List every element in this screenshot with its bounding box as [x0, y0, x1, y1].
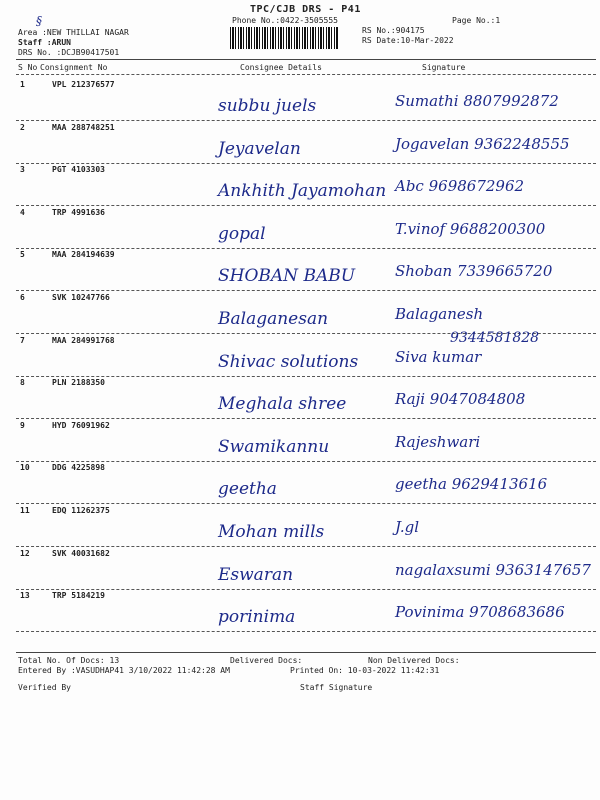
row-serial-number: 9 [20, 421, 25, 430]
row-divider [16, 461, 596, 462]
row-consignment-number: MAA 284991768 [52, 336, 115, 345]
barcode-icon [230, 27, 338, 49]
row-signature-phone: 9344581828 [450, 330, 540, 346]
row-divider [16, 589, 596, 590]
row-consignment-number: SVK 40031682 [52, 549, 110, 558]
row-divider [16, 631, 596, 632]
column-header-consignment: Consignment No [40, 63, 108, 72]
row-signature: Raji 9047084808 [395, 390, 526, 408]
row-serial-number: 12 [20, 549, 30, 558]
row-consignment-number: SVK 10247766 [52, 293, 110, 302]
row-signature: Balaganesh [395, 305, 484, 323]
row-serial-number: 3 [20, 165, 25, 174]
row-divider [16, 376, 596, 377]
row-consignment-number: VPL 212376577 [52, 80, 115, 89]
page-number: Page No.:1 [452, 16, 501, 25]
column-header-sno: S No [18, 63, 38, 72]
row-consignee-name: gopal [218, 224, 266, 244]
row-serial-number: 5 [20, 250, 25, 259]
row-consignment-number: PLN 2188350 [52, 378, 105, 387]
handwritten-mark: § [36, 14, 42, 28]
row-signature: Jogavelan 9362248555 [395, 135, 570, 153]
row-consignee-name: Meghala shree [218, 394, 347, 414]
row-consignee-name: Ankhith Jayamohan [218, 181, 387, 201]
area-label: Area :NEW THILLAI NAGAR [18, 28, 129, 37]
row-consignee-name: Swamikannu [218, 437, 330, 457]
row-consignee-name: Shivac solutions [218, 352, 359, 372]
row-consignment-number: PGT 4103303 [52, 165, 105, 174]
row-consignment-number: TRP 4991636 [52, 208, 105, 217]
document-title: TPC/CJB DRS - P41 [250, 4, 361, 15]
row-serial-number: 13 [20, 591, 30, 600]
row-consignment-number: MAA 288748251 [52, 123, 115, 132]
row-consignee-name: Eswaran [218, 565, 294, 585]
column-divider [16, 74, 596, 75]
row-consignee-name: subbu juels [218, 96, 317, 116]
row-serial-number: 10 [20, 463, 30, 472]
row-signature: geetha 9629413616 [395, 475, 548, 493]
column-header-details: Consignee Details [240, 63, 322, 72]
non-delivered-docs: Non Delivered Docs: [368, 656, 460, 665]
row-signature: T.vinof 9688200300 [395, 220, 546, 238]
row-divider [16, 120, 596, 121]
row-signature: J.gl [395, 518, 420, 536]
row-signature: Shoban 7339665720 [395, 262, 553, 280]
row-consignment-number: HYD 76091962 [52, 421, 110, 430]
row-consignment-number: DDG 4225898 [52, 463, 105, 472]
row-consignment-number: MAA 284194639 [52, 250, 115, 259]
row-divider [16, 503, 596, 504]
row-serial-number: 7 [20, 336, 25, 345]
rs-date: RS Date:10-Mar-2022 [362, 36, 454, 45]
printed-on: Printed On: 10-03-2022 11:42:31 [290, 666, 440, 675]
entered-by: Entered By :VASUDHAP41 3/10/2022 11:42:28 AM [18, 666, 230, 675]
row-consignment-number: TRP 5184219 [52, 591, 105, 600]
row-divider [16, 546, 596, 547]
rs-number: RS No.:904175 [362, 26, 425, 35]
row-signature: Rajeshwari [395, 433, 481, 451]
row-serial-number: 8 [20, 378, 25, 387]
row-signature: nagalaxsumi 9363147657 [395, 561, 591, 579]
row-signature: Abc 9698672962 [395, 177, 525, 195]
drs-number: DRS No. :DCJB90417501 [18, 48, 120, 57]
staff-signature-label: Staff Signature [300, 683, 373, 692]
row-consignee-name: Jeyavelan [218, 139, 301, 159]
row-serial-number: 1 [20, 80, 25, 89]
row-serial-number: 6 [20, 293, 25, 302]
row-consignee-name: Balaganesan [218, 309, 329, 329]
row-divider [16, 248, 596, 249]
phone-number: Phone No.:0422-3505555 [232, 16, 338, 25]
row-consignee-name: Mohan mills [218, 522, 325, 542]
delivered-docs: Delivered Docs: [230, 656, 303, 665]
row-serial-number: 2 [20, 123, 25, 132]
row-signature: Sumathi 8807992872 [395, 92, 559, 110]
column-header-signature: Signature [422, 63, 466, 72]
header-divider [16, 59, 596, 60]
row-consignee-name: geetha [218, 479, 277, 499]
row-signature: Siva kumar [395, 348, 482, 366]
row-signature: Povinima 9708683686 [395, 603, 565, 621]
row-consignee-name: porinima [218, 607, 296, 627]
total-docs: Total No. Of Docs: 13 [18, 656, 120, 665]
footer-divider [16, 652, 596, 653]
row-divider [16, 418, 596, 419]
row-consignment-number: EDQ 11262375 [52, 506, 110, 515]
row-serial-number: 11 [20, 506, 30, 515]
row-serial-number: 4 [20, 208, 25, 217]
row-divider [16, 163, 596, 164]
verified-by-label: Verified By [18, 683, 71, 692]
staff-label: Staff :ARUN [18, 38, 71, 47]
row-divider [16, 290, 596, 291]
row-consignee-name: SHOBAN BABU [218, 266, 356, 286]
row-divider [16, 205, 596, 206]
